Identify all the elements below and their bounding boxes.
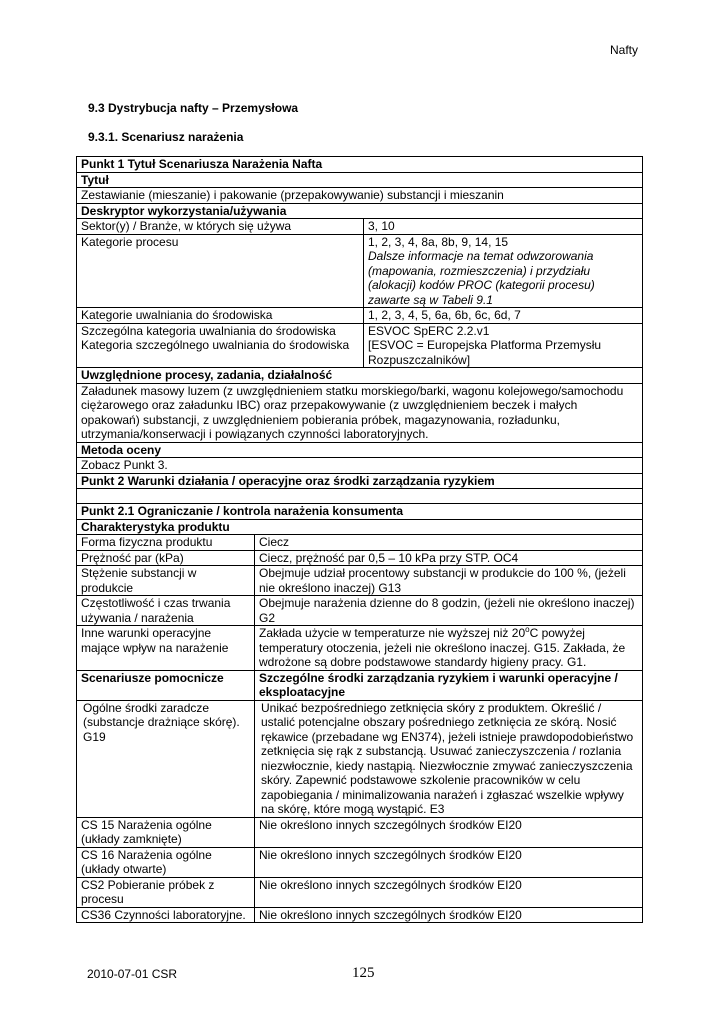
exposure-scenario-table	[76, 156, 643, 923]
cs-value: Nie określono innych szczególnych środków EI20	[255, 817, 643, 847]
erc-value: 1, 2, 3, 4, 5, 6a, 6b, 6c, 6d, 7	[364, 308, 643, 324]
cs-label: CS2 Pobieranie próbek z procesu	[77, 877, 255, 907]
point21-heading: Punkt 2.1 Ograniczanie / kontrola narażenia konsumenta	[77, 504, 643, 520]
cs-value: Nie określono innych szczególnych środków EI20	[255, 877, 643, 907]
table-row	[77, 907, 643, 923]
cs-value: Nie określono innych szczególnych środków EI20	[255, 907, 643, 923]
table-row	[77, 308, 643, 324]
general-value: Unikać bezpośredniego zetknięcia skóry z produktem. Określić / ustalić potencjalne obszary pośredniego zetknięcia ze skórą. Nosić rękawice (przebadane wg EN374), jeżeli istnieje prawdopodobieństwo zetknięcia się rąk z substancją. Usuwać zanieczyszczenia / rozlania niezwłocznie, kiedy nastąpią. Niezwłocznie zmywać zanieczyszczenia skóry. Zapewnić podstawowe szkolenie pracowników w celu zapobiegania / minimalizowania narażeń i zgłaszać wszelkie wpływy na skórę, które mogą wystąpić. E3	[255, 700, 643, 817]
empty-row	[77, 489, 643, 504]
method-value: Zobacz Punkt 3.	[77, 458, 643, 474]
row-label: Prężność par (kPa)	[77, 550, 255, 566]
table-row	[77, 566, 643, 596]
table-row	[77, 383, 643, 442]
cs-label: CS36 Czynności laboratoryjne.	[77, 907, 255, 923]
spec-value-1: ESVOC SpERC 2.2.v1	[368, 323, 490, 338]
general-label: Ogólne środki zaradcze (substancje drażniące skórę). G19	[77, 700, 255, 817]
subsection-heading: 9.3.1. Scenariusz narażenia	[88, 130, 244, 144]
table-row	[77, 188, 643, 204]
table-row	[77, 234, 643, 308]
table-row	[77, 172, 643, 188]
table-row	[77, 157, 643, 173]
table-row	[77, 535, 643, 551]
table-row	[77, 458, 643, 474]
cs-label: CS 15 Narażenia ogólne (układy zamknięte)	[77, 817, 255, 847]
table-row	[77, 473, 643, 489]
table-row	[77, 817, 643, 847]
proc-value: 1, 2, 3, 4, 8a, 8b, 9, 14, 15	[368, 234, 509, 249]
table-row	[77, 203, 643, 219]
method-label: Metoda oceny	[77, 442, 643, 458]
descriptor-label: Deskryptor wykorzystania/używania	[77, 203, 643, 219]
other-value-post: C powyżej temperatury otoczenia, jeżeli nie określono inaczej. G15. Zakłada, że wdrożone są dobre podstawowe standardy higieny pracy. G1.	[259, 626, 626, 669]
tytul-value: Zestawianie (mieszanie) i pakowanie (przepakowywanie) substancji i mieszanin	[77, 188, 643, 204]
table-row	[77, 626, 643, 671]
table-row	[77, 596, 643, 626]
table-row	[77, 670, 643, 700]
erc-label: Kategorie uwalniania do środowiska	[77, 308, 364, 324]
degree-sup: o	[525, 625, 530, 634]
other-label: Inne warunki operacyjne mające wpływ na narażenie	[77, 626, 255, 671]
spec-label-2: Kategoria szczególnego uwalniania do środowiska	[81, 338, 350, 352]
other-value	[255, 626, 643, 671]
row-value: Ciecz, prężność par 0,5 – 10 kPa przy STP. OC4	[255, 550, 643, 566]
processes-text: Załadunek masowy luzem (z uwzględnieniem statku morskiego/barki, wagonu kolejowego/samochodu ciężarowego oraz załadunku IBC) oraz przepakowywanie (z uwzględnieniem beczek i małych opakowań) substancji, z uwzględnieniem pobierania próbek, magazynowania, rozładunku, utrzymania/konserwacji i powiązanych czynności laboratoryjnych.	[77, 383, 643, 442]
cs-label: CS 16 Narażenia ogólne (układy otwarte)	[77, 847, 255, 877]
table-row	[77, 504, 643, 520]
table-row	[77, 368, 643, 384]
table-row	[77, 847, 643, 877]
title-row: Punkt 1 Tytuł Scenariusza Narażenia Nafta	[77, 157, 643, 173]
spec-label-cell	[77, 323, 364, 368]
spec-value-2: [ESVOC = Europejska Platforma Przemysłu Rozpuszczalników]	[368, 338, 602, 367]
spec-label-1: Szczególna kategoria uwalniania do środowiska	[81, 323, 336, 338]
proc-label: Kategorie procesu	[77, 234, 364, 308]
char-label: Charakterystyka produktu	[77, 519, 643, 535]
table-row	[77, 489, 643, 504]
proc-note: Dalsze informacje na temat odwzorowania (mapowania, rozmieszczenia) i przydziału (alokacji) kodów PROC (kategorii procesu) zawarte są w Tabeli 9.1	[368, 249, 595, 307]
processes-label: Uwzględnione procesy, zadania, działalność	[77, 368, 643, 384]
table-row	[77, 442, 643, 458]
section-heading: 9.3 Dystrybucja nafty – Przemysłowa	[88, 101, 299, 115]
table-row	[77, 550, 643, 566]
row-value: Obejmuje narażenia dzienne do 8 godzin, (jeżeli nie określono inaczej) G2	[255, 596, 643, 626]
row-value: Ciecz	[255, 535, 643, 551]
row-label: Częstotliwość i czas trwania używania / narażenia	[77, 596, 255, 626]
table-row	[77, 323, 643, 368]
page-header: Nafty	[609, 43, 638, 57]
table-row	[77, 519, 643, 535]
table-row	[77, 700, 643, 817]
sector-label: Sektor(y) / Branże, w których się używa	[77, 219, 364, 235]
proc-cell	[364, 234, 643, 308]
tytul-label: Tytuł	[77, 172, 643, 188]
row-label: Forma fizyczna produktu	[77, 535, 255, 551]
spec-value-cell	[364, 323, 643, 368]
row-value: Obejmuje udział procentowy substancji w produkcie do 100 %, (jeżeli nie określono inaczej) G13	[255, 566, 643, 596]
point2-heading: Punkt 2 Warunki działania / operacyjne oraz środki zarządzania ryzykiem	[77, 473, 643, 489]
scen-value: Szczególne środki zarządzania ryzykiem i warunki operacyjne / eksploatacyjne	[255, 670, 643, 700]
cs-value: Nie określono innych szczególnych środków EI20	[255, 847, 643, 877]
sector-value: 3, 10	[364, 219, 643, 235]
row-label: Stężenie substancji w produkcie	[77, 566, 255, 596]
scen-label: Scenariusze pomocnicze	[77, 670, 255, 700]
other-value-pre: Zakłada użycie w temperaturze nie wyższej niż 20	[259, 626, 526, 640]
footer-date: 2010-07-01 CSR	[87, 967, 178, 981]
page-number: 125	[352, 965, 375, 981]
table-row	[77, 877, 643, 907]
table-row	[77, 219, 643, 235]
